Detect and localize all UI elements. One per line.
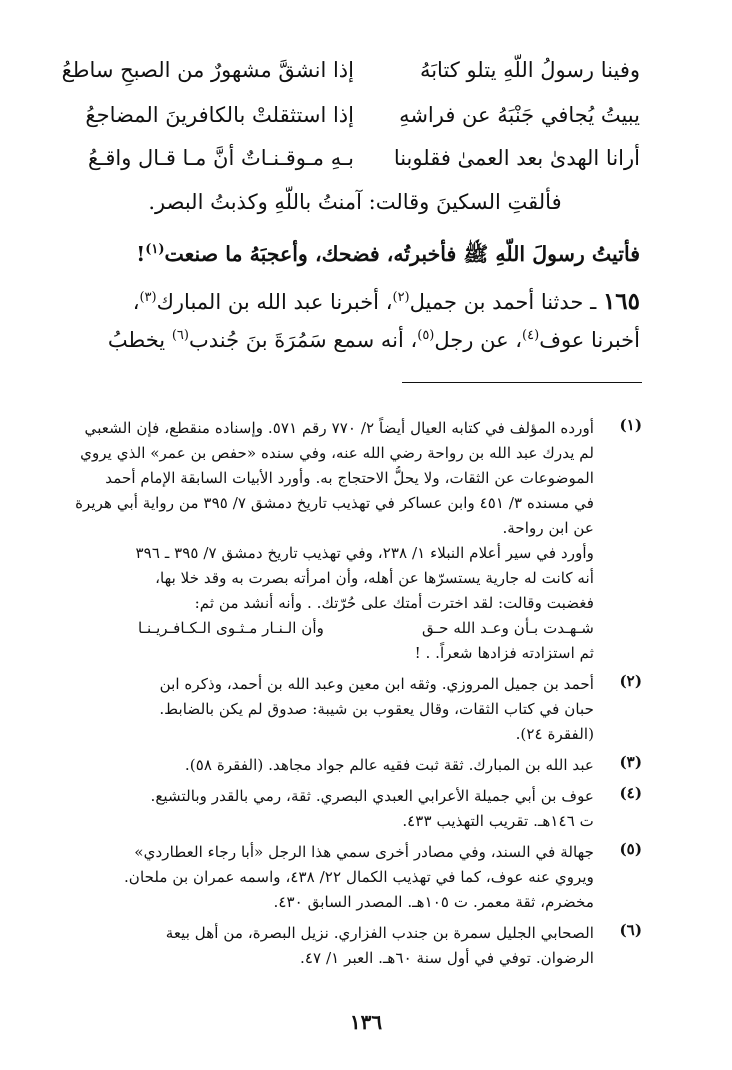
- footnote-number: (٥): [619, 840, 642, 858]
- footnote-line: ت ١٤٦هـ. تقريب التهذيب ٤٣٣.: [402, 812, 594, 830]
- footnote-ref: (٣): [139, 290, 157, 305]
- footnote: [70, 672, 642, 747]
- footnote-number: (٢): [619, 672, 642, 690]
- footnote-verse: [70, 616, 594, 641]
- footnote-ref: (٢): [392, 290, 410, 305]
- hadith-text: ، عن رجل: [434, 328, 523, 352]
- footnote-line: عن ابن رواحة.: [502, 519, 594, 537]
- footnote-line: ويروي عنه عوف، كما في تهذيب الكمال ٢٢/ ٤٣٨، واسمه عمران بن ملحان.: [123, 868, 594, 886]
- footnote-number: (١): [619, 416, 642, 434]
- page-number: ١٣٦: [349, 1010, 383, 1034]
- poem-line: [0, 58, 732, 98]
- verse-second-hemistich: وأن الـنـار مـثـوى الـكـافـريـنـا: [137, 619, 324, 637]
- poem-line: [0, 146, 732, 186]
- footnote-line: عبد الله بن المبارك. ثقة ثبت فقيه عالم جواد مجاهد. (الفقرة ٥٨).: [184, 756, 594, 774]
- hadith-line-2: [70, 328, 640, 352]
- footnote-number: (٤): [619, 784, 642, 802]
- footnote: [70, 753, 642, 778]
- footnote-ref: (٤): [522, 328, 540, 343]
- bold-narration-text: فأتيتُ رسولَ اللّهِ ﷺ فأخبرتُه، فضحك، وأعجبَهُ ما صنعت: [164, 242, 640, 266]
- poem-second-hemistich: بـهِ مـوقـنـاتٌ أنَّ مـا قـال واقـعُ: [88, 146, 354, 170]
- poem-second-hemistich: إذا انشقَّ مشهورٌ من الصبحِ ساطعُ: [61, 58, 354, 82]
- hadith-text: أخبرنا عوف: [539, 328, 640, 352]
- footnote-line: أحمد بن جميل المروزي. وثقه ابن معين وعبد الله بن أحمد، وذكره ابن: [159, 675, 594, 693]
- footnote-separator: [402, 382, 642, 383]
- poem-first-hemistich: أرانا الهدىٰ بعد العمىٰ فقلوبنا: [393, 146, 640, 170]
- footnote-line: مخضرم، ثقة معمر. ت ١٠٥هـ. المصدر السابق ٤٣٠.: [273, 893, 594, 911]
- footnote-ref: (٦): [171, 328, 189, 343]
- hadith-text: ـ حدثنا أحمد بن جميل: [409, 290, 597, 314]
- hadith-text: ،: [132, 290, 140, 314]
- hadith-text: ، أنه سمع سَمُرَةَ بنَ جُندب: [188, 328, 418, 352]
- bold-narration-end: !: [136, 242, 146, 266]
- footnote-line: الرضوان. توفي في أول سنة ٦٠هـ. العبر ١/ ٤٧.: [300, 949, 594, 967]
- hadith-line-1: [70, 288, 640, 315]
- footnote-number: (٦): [619, 921, 642, 939]
- verse-first-hemistich: شـهـدت بـأن وعـد الله حـق: [421, 619, 594, 637]
- hadith-text: يخطبُ: [107, 328, 172, 352]
- footnote-ref: (١): [145, 242, 165, 258]
- footnote-line: الصحابي الجليل سمرة بن جندب الفزاري. نزيل البصرة، من أهل بيعة: [165, 924, 594, 942]
- footnote: [70, 921, 642, 971]
- footnote-line: الموضوعات عن الثقات، ولا يحلُّ الاحتجاج به. وأورد الأبيات السابقة الإمام أحمد: [105, 469, 594, 487]
- footnote-line: ثم استزادته فزادها شعراً. . !: [414, 644, 594, 662]
- bold-narration-line: [70, 242, 640, 272]
- footnote-line: أورده المؤلف في كتابه العيال أيضاً ٢/ ٧٧٠ رقم ٥٧١. وإسناده منقطع، فإن الشعبي: [84, 419, 594, 437]
- after-poem-text: فألقتِ السكينَ وقالت: آمنتُ باللّهِ وكذبتُ البصر.: [148, 190, 562, 214]
- footnote-line: في مسنده ٣/ ٤٥١ وابن عساكر في تهذيب تاريخ دمشق ٧/ ٣٩٥ من رواية أبي هريرة: [75, 494, 594, 512]
- footnote-line: عوف بن أبي جميلة الأعرابي العبدي البصري. ثقة، رمي بالقدر وبالتشيع.: [150, 787, 594, 805]
- hadith-text: ، أخبرنا عبد الله بن المبارك: [156, 290, 393, 314]
- footnote-line: حبان في كتاب الثقات، وقال يعقوب بن شيبة: صدوق لم يكن بالضابط.: [159, 700, 594, 718]
- footnote-number: (٣): [619, 753, 642, 771]
- poem-first-hemistich: وفينا رسولُ اللّهِ يتلو كتابَهُ: [419, 58, 640, 82]
- footnote-line: جهالة في السند، وفي مصادر أخرى سمي هذا الرجل «أبا رجاء العطاردي»: [134, 843, 594, 861]
- footnote-line: (الفقرة ٢٤).: [515, 725, 594, 743]
- footnote-line: أنه كانت له جارية يستسرّها عن أهله، وأن امرأته بصرت به وقد خلا بها،: [155, 569, 594, 587]
- footnote: [70, 840, 642, 915]
- poem-second-hemistich: إذا استثقلتْ بالكافرينَ المضاجعُ: [85, 103, 354, 127]
- footnote-ref: (٥): [417, 328, 435, 343]
- hadith-number: ١٦٥: [602, 288, 640, 315]
- poem-line: [0, 103, 732, 143]
- footnote-line: وأورد في سير أعلام النبلاء ١/ ٢٣٨، وفي تهذيب تاريخ دمشق ٧/ ٣٩٥ ـ ٣٩٦: [135, 544, 594, 562]
- footnote-line: لم يدرك عبد الله بن رواحة رضي الله عنه، وفي سنده «حفص بن عمر» الذي يروي: [80, 444, 594, 462]
- footnote: [70, 416, 642, 666]
- footnote-line: فغضبت وقالت: لقد اخترت أمتك على حُرّتك. . وأنه أنشد من ثم:: [194, 594, 594, 612]
- footnotes: [70, 416, 642, 977]
- poem-first-hemistich: يبيتُ يُجافي جَنْبَهُ عن فراشهِ: [399, 103, 640, 127]
- footnote: [70, 784, 642, 834]
